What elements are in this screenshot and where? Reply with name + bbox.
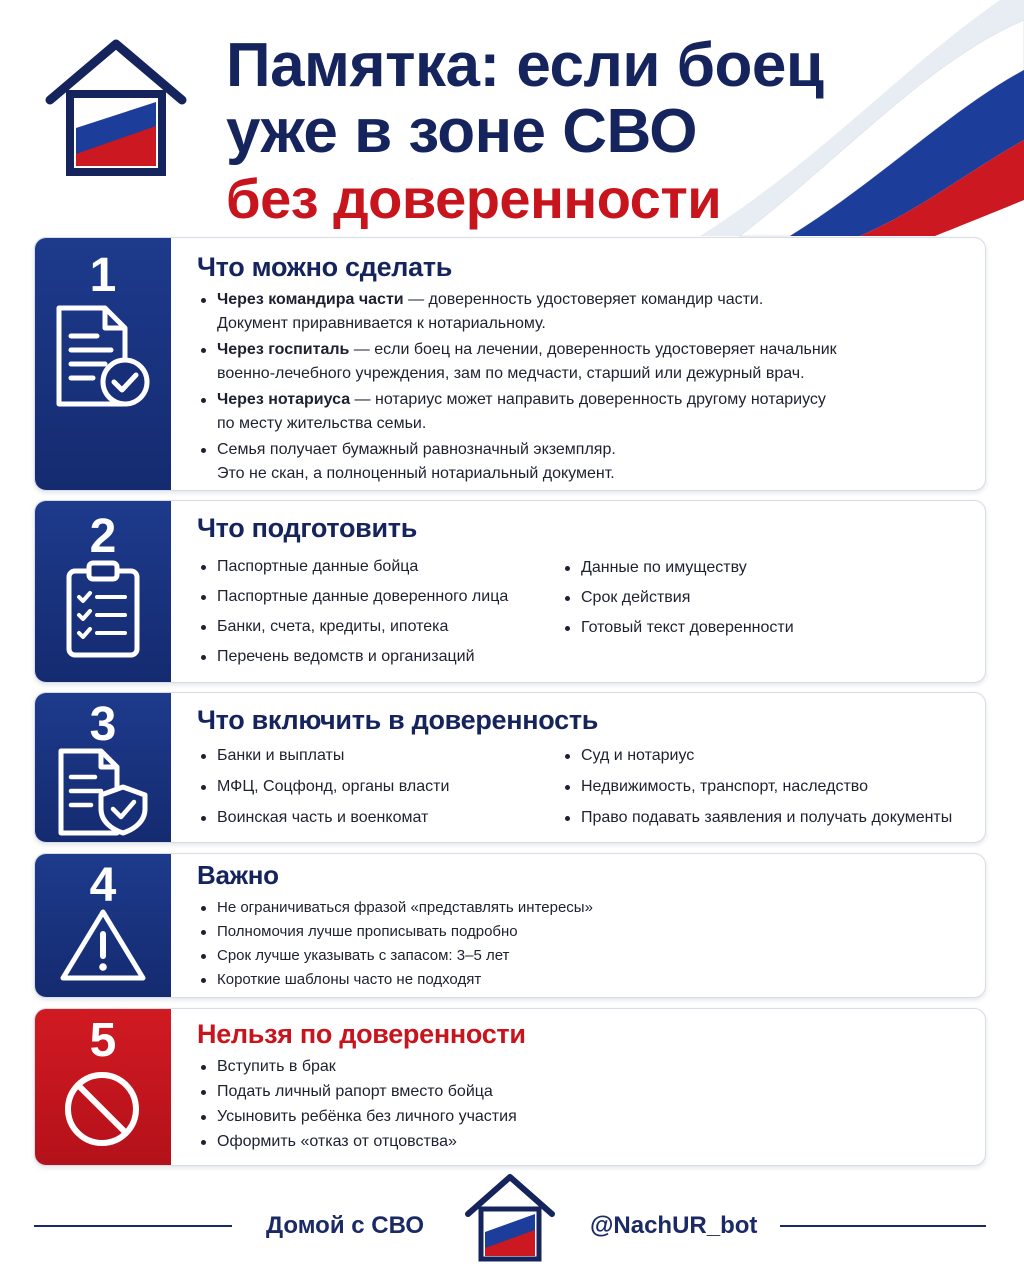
item-text: — если боец на лечении, доверенность удостоверяет начальник: [349, 341, 837, 358]
list-item: Банки и выплаты: [197, 744, 449, 768]
section-number: 4: [89, 859, 117, 912]
list-item: Воинская часть и военкомат: [197, 806, 449, 830]
section-number: 2: [89, 510, 117, 563]
item-text-line2: по месту жительства семьи.: [217, 415, 427, 432]
section-card-4: [34, 853, 986, 998]
item-text-line2: Это не скан, а полноценный нотариальный документ.: [217, 465, 615, 482]
section-card-5: [34, 1008, 986, 1166]
list-item: Паспортные данные бойца: [197, 555, 508, 579]
list-item: [197, 438, 837, 486]
list-item: Готовый текст доверенности: [561, 616, 794, 640]
list-item: Паспортные данные доверенного лица: [197, 585, 508, 609]
list-item: Не ограничиваться фразой «представлять интересы»: [197, 896, 593, 920]
section-title: Нельзя по доверенности: [197, 1019, 526, 1049]
document-shield-icon: [55, 747, 151, 837]
clipboard-checklist-icon: [63, 559, 143, 659]
prohibited-icon: [60, 1067, 144, 1151]
item-text-line2: Документ приравнивается к нотариальному.: [217, 315, 546, 332]
footer-divider-left: [34, 1225, 232, 1227]
section-list: [197, 1055, 517, 1154]
section-list-right: [561, 744, 952, 830]
title-line-1: Памятка: если боец: [226, 31, 824, 100]
item-bold: Через нотариуса: [217, 391, 351, 408]
section-number: 3: [89, 698, 117, 751]
item-text-line2: военно-лечебного учреждения, зам по медчасти, старший или дежурный врач.: [217, 365, 805, 382]
footer-brand: Домой с СВО: [266, 1212, 425, 1239]
list-item: [197, 338, 837, 386]
list-item: Короткие шаблоны часто не подходят: [197, 968, 593, 992]
item-bold: Через командира части: [217, 291, 404, 308]
section-list-left: [197, 744, 449, 830]
footer-divider-right: [780, 1225, 986, 1227]
section-number: 5: [89, 1014, 117, 1067]
title-line-2: уже в зоне СВО: [226, 97, 697, 166]
house-flag-logo-small: [463, 1172, 557, 1262]
section-title: Что подготовить: [197, 513, 418, 543]
list-item: Вступить в брак: [197, 1055, 517, 1079]
list-item: Банки, счета, кредиты, ипотека: [197, 615, 508, 639]
house-flag-logo: [42, 36, 190, 176]
footer-bot-handle: @NachUR_bot: [590, 1212, 758, 1239]
item-bold: Через госпиталь: [217, 341, 350, 358]
list-item: Срок действия: [561, 586, 794, 610]
item-text: Семья получает бумажный равнозначный экземпляр.: [217, 441, 616, 458]
item-text: — нотариус может направить доверенность другому нотариусу: [350, 391, 826, 408]
item-text: — доверенность удостоверяет командир части.: [403, 291, 764, 308]
warning-triangle-icon: [57, 906, 149, 984]
section-list-right: [561, 556, 794, 640]
list-item: Усыновить ребёнка без личного участия: [197, 1105, 517, 1129]
list-item: Полномочия лучше прописывать подробно: [197, 920, 593, 944]
list-item: Суд и нотариус: [561, 744, 952, 768]
list-item: МФЦ, Соцфонд, органы власти: [197, 775, 449, 799]
list-item: Оформить «отказ от отцовства»: [197, 1130, 517, 1154]
section-list: [197, 896, 593, 992]
list-item: Перечень ведомств и организаций: [197, 645, 508, 669]
list-item: Срок лучше указывать с запасом: 3–5 лет: [197, 944, 593, 968]
list-item: [197, 288, 837, 336]
section-title: Что можно сделать: [197, 252, 453, 282]
list-item: [197, 388, 837, 436]
section-list: [197, 288, 837, 486]
section-card-1: [34, 237, 986, 491]
list-item: Недвижимость, транспорт, наследство: [561, 775, 952, 799]
section-title: Что включить в доверенность: [197, 705, 599, 735]
document-check-icon: [53, 304, 153, 414]
section-title: Важно: [197, 860, 279, 890]
section-card-3: [34, 692, 986, 843]
title-line-3: без доверенности: [226, 167, 722, 230]
list-item: Право подавать заявления и получать документы: [561, 806, 952, 830]
list-item: Подать личный рапорт вместо бойца: [197, 1080, 517, 1104]
list-item: Данные по имуществу: [561, 556, 794, 580]
section-list-left: [197, 555, 508, 669]
section-number: 1: [89, 249, 117, 302]
section-card-2: [34, 500, 986, 683]
